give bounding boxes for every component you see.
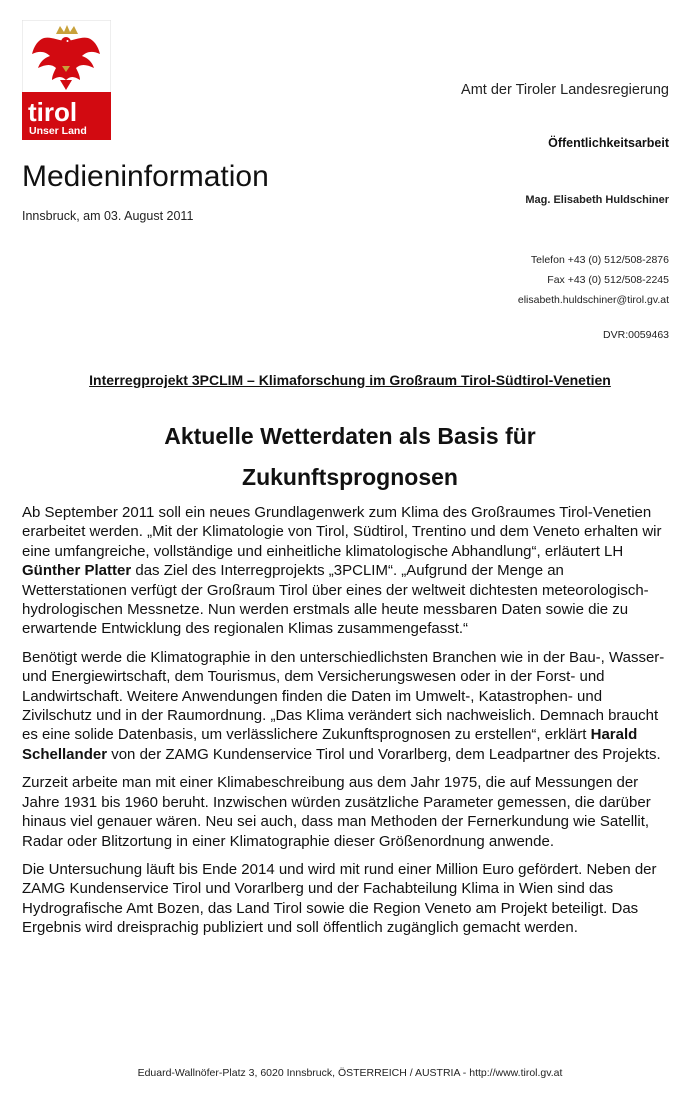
paragraph-2-text-b: von der ZAMG Kundenservice Tirol und Vorarlberg, dem Leadpartner des Projekts. (107, 745, 661, 763)
paragraph-1 (22, 503, 672, 639)
paragraph-3: Zurzeit arbeite man mit einer Klimabeschreibung aus dem Jahr 1975, die auf Messungen der Jahre 1931 bis 1960 beruht. Inzwischen würden zusätzliche Parameter gemessen, die darüber hinaus viel genauer wären. Neu sei auch, dass man Methoden der Fernerkundung wie Satellit, Radar oder Blitzortung in einer Klimatographie dieser Größenordnung anwende. (22, 774, 651, 850)
paragraph-1-text-b: das Ziel des Interregprojekts „3PCLIM“. „Aufgrund der Menge an Wetterstationen verfügt der Großraum Tirol über eines der weltweit dichtesten meteorologisch-hydrologischen Messnetze. Nun werden erstmals alle heute messbaren Daten sowie die zu erwartende Entwicklung des regionalen Klimas zusammengefasst.“ (22, 562, 649, 638)
document-type-title: Medieninformation (22, 160, 269, 193)
contact-phone: Telefon +43 (0) 512/508-2876 (530, 254, 669, 266)
article-subject: Interregprojekt 3PCLIM – Klimaforschung im Großraum Tirol-Südtirol-Venetien (89, 372, 611, 388)
paragraph-2 (22, 648, 672, 764)
article-body (22, 503, 672, 947)
dvr-number: DVR:0059463 (603, 329, 669, 341)
person-name-schellander: Harald Schellander (22, 726, 638, 763)
paragraph-4: Die Untersuchung läuft bis Ende 2014 und wird mit rund einer Million Euro gefördert. Neben der ZAMG Kundenservice Tirol und Vorarlberg und der Fachabteilung Klima in Wien sind das Hydrografische Amt Bozen, das Land Tirol sowie die Region Veneto am Projekt beteiligt. Das Ergebnis wird dreisprachig publiziert und soll öffentlich zugänglich gemacht werden. (22, 860, 657, 937)
contact-block (518, 250, 669, 310)
contact-email: elisabeth.huldschiner@tirol.gv.at (517, 294, 669, 306)
organization-name: Amt der Tiroler Landesregierung (461, 82, 669, 98)
department-name: Öffentlichkeitsarbeit (548, 136, 669, 150)
contact-name: Mag. Elisabeth Huldschiner (525, 194, 669, 206)
logo-brand-text: tirol (28, 97, 78, 127)
paragraph-1-text-a: Ab September 2011 soll ein neues Grundlagenwerk zum Klima des Großraumes Tirol-Venetien erarbeitet werden. „Mit der Klimatologie von Tirol, Südtirol, Trentino und dem Veneto erhalten wir eine umfangreiche, vollständige und einheitliche klimatologische Abhandlung“, erläutert LH (22, 504, 662, 560)
tirol-eagle-logo-icon (22, 20, 111, 140)
tirol-logo (22, 20, 111, 140)
article-headline: Aktuelle Wetterdaten als Basis für Zukunftsprognosen (164, 423, 536, 490)
footer-address: Eduard-Wallnöfer-Platz 3, 6020 Innsbruck, ÖSTERREICH / AUSTRIA - http://www.tirol.gv.at (137, 1067, 563, 1079)
date-line: Innsbruck, am 03. August 2011 (22, 209, 194, 223)
logo-tagline-text: Unser Land (29, 125, 87, 137)
person-name-platter: Günther Platter (22, 562, 132, 580)
paragraph-2-text-a: Benötigt werde die Klimatographie in den unterschiedlichsten Branchen wie in der Bau-, Wasser- und Energiewirtschaft, dem Tourismus, dem Versicherungswesen oder in der Forst- und Landwirtschaft. Weitere Anwendungen finden die Daten im Umwelt-, Katastrophen- und Zivilschutz und in der Raumordnung. „Das Klima verändert sich nachweislich. Demnach braucht es eine solide Datenbasis, um verlässlichere Zukunftsprognosen zu erstellen“, erklärt (22, 648, 665, 744)
contact-fax: Fax +43 (0) 512/508-2245 (547, 274, 669, 286)
